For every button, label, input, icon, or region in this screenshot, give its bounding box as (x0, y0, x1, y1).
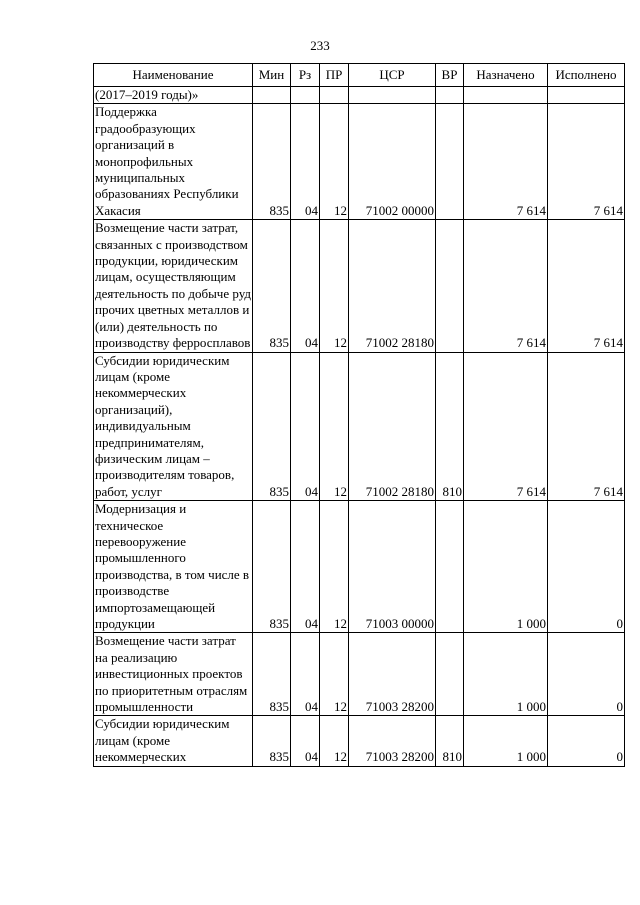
row-name: Возмещение части затрат, связанных с производством продукции, юридическим лицам, осуществляющим деятельность по добыче руд прочих цветных металлов и (или) деятельность по производству ферросплавов (95, 220, 251, 351)
row-vr (436, 633, 464, 716)
row-executed: 7 614 (548, 352, 625, 501)
row-min: 835 (253, 352, 291, 501)
row-name: Поддержка градообразующих организаций в монопрофильных муниципальных образованиях Республики Хакасия (94, 104, 253, 220)
row-assigned: 1 000 (464, 501, 548, 633)
row-vr (436, 220, 464, 352)
row-min: 835 (253, 104, 291, 220)
row-rz: 04 (291, 716, 320, 766)
row-executed: 0 (548, 633, 625, 716)
row-csr: 71002 00000 (349, 104, 436, 220)
header-row (94, 64, 625, 87)
row-assigned: 7 614 (464, 352, 548, 501)
header-name: Наименование (94, 64, 253, 87)
row-csr: 71003 00000 (349, 501, 436, 633)
row-rz: 04 (291, 104, 320, 220)
table-row (94, 501, 625, 633)
header-pr: ПР (320, 64, 349, 87)
row-rz: 04 (291, 220, 320, 352)
row-rz: 04 (291, 501, 320, 633)
row-vr: 810 (436, 352, 464, 501)
table-row (94, 716, 625, 766)
page-number: 233 (310, 38, 330, 53)
table-row (94, 104, 625, 220)
row-rz: 04 (291, 352, 320, 501)
header-vr: ВР (436, 64, 464, 87)
row-name: Модернизация и техническое перевооружение промышленного производства, в том числе в производстве импортозамещающей продукции (94, 501, 253, 633)
row-pr: 12 (320, 633, 349, 716)
row-executed: 0 (548, 716, 625, 766)
row-executed: 7 614 (548, 220, 625, 352)
row-pr: 12 (320, 352, 349, 501)
row-min: 835 (253, 716, 291, 766)
table-row (94, 352, 625, 501)
row-min: 835 (253, 501, 291, 633)
row-pr: 12 (320, 220, 349, 352)
row-csr: 71002 28180 (349, 352, 436, 501)
table-row (94, 220, 625, 352)
row-name: Субсидии юридическим лицам (кроме некоммерческих (94, 716, 253, 766)
row-rz: 04 (291, 633, 320, 716)
budget-table (93, 63, 625, 767)
row-name: Субсидии юридическим лицам (кроме некоммерческих организаций), индивидуальным предпринимателям, физическим лицам – производителям товаров, работ, услуг (94, 352, 253, 501)
header-assigned: Назначено (464, 64, 548, 87)
row-csr: 71002 28180 (349, 220, 436, 352)
row-assigned: 1 000 (464, 716, 548, 766)
row-vr: 810 (436, 716, 464, 766)
row-pr: 12 (320, 716, 349, 766)
row-csr: 71003 28200 (349, 716, 436, 766)
row-assigned: 7 614 (464, 104, 548, 220)
continuation-row (94, 87, 625, 104)
header-min: Мин (253, 64, 291, 87)
header-executed: Исполнено (548, 64, 625, 87)
row-executed: 0 (548, 501, 625, 633)
row-pr: 12 (320, 104, 349, 220)
row-min: 835 (253, 633, 291, 716)
row-name: Возмещение части затрат на реализацию инвестиционных проектов по приоритетным отраслям промышленности (94, 633, 253, 716)
row-min: 835 (253, 220, 291, 352)
row-vr (436, 501, 464, 633)
row-pr: 12 (320, 501, 349, 633)
row-assigned: 7 614 (464, 220, 548, 352)
header-rz: Рз (291, 64, 320, 87)
row-vr (436, 104, 464, 220)
row-csr: 71003 28200 (349, 633, 436, 716)
header-csr: ЦСР (349, 64, 436, 87)
table-row (94, 633, 625, 716)
row-executed: 7 614 (548, 104, 625, 220)
row-assigned: 1 000 (464, 633, 548, 716)
continuation-text: (2017–2019 годы)» (94, 87, 253, 104)
